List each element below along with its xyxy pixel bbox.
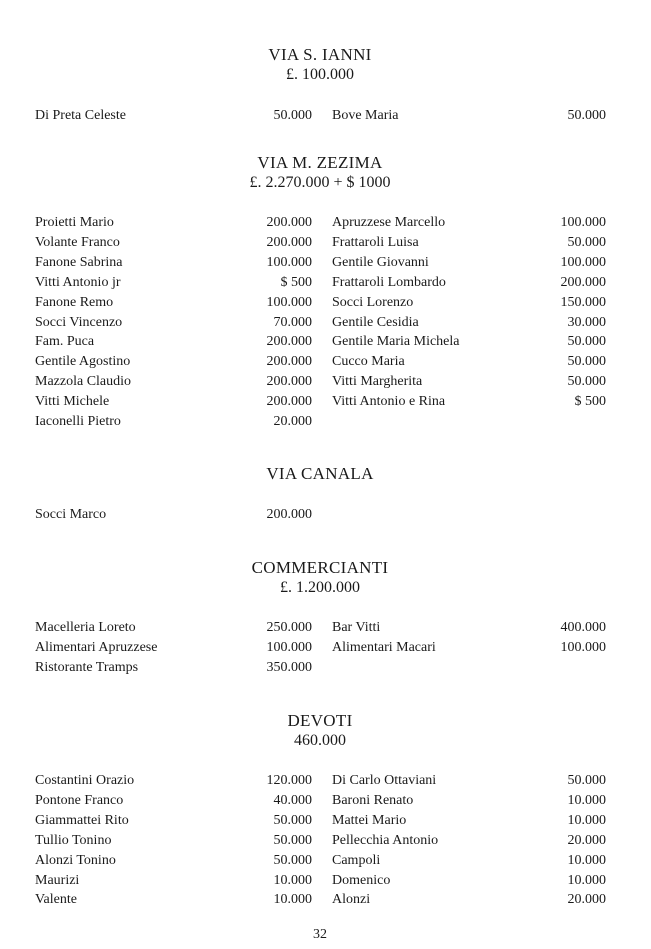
page-number: 32 <box>313 927 327 942</box>
donor-name: Gentile Giovanni <box>332 254 429 270</box>
donor-name: Di Carlo Ottaviani <box>332 773 437 788</box>
donor-name: Giammattei Rito <box>35 812 129 828</box>
donation-amount: 50.000 <box>567 374 606 390</box>
donation-amount: 120.000 <box>266 773 312 788</box>
donor-row <box>0 352 651 372</box>
donor-row <box>0 313 651 333</box>
donation-amount: 250.000 <box>266 620 312 635</box>
donor-row <box>0 871 651 891</box>
donor-name: Proietti Mario <box>35 215 114 230</box>
donor-name: Mattei Mario <box>332 812 407 828</box>
donation-amount: 10.000 <box>273 892 312 908</box>
donor-name: Baroni Renato <box>332 792 414 808</box>
donation-amount: 200.000 <box>266 394 312 410</box>
donor-name: Valente <box>35 892 77 908</box>
donor-row <box>0 372 651 392</box>
donation-amount: 50.000 <box>567 773 606 788</box>
donor-name: Pellecchia Antonio <box>332 832 439 848</box>
donor-name: Alimentari Apruzzese <box>35 639 158 655</box>
section-total: £. 2.270.000 + $ 1000 <box>249 174 391 191</box>
donation-amount: $ 500 <box>574 394 606 410</box>
donor-name: Iaconelli Pietro <box>35 414 121 429</box>
donor-row <box>0 791 651 811</box>
donation-amount: 50.000 <box>567 334 606 350</box>
donor-name: Vitti Antonio e Rina <box>332 394 446 410</box>
donation-amount: 40.000 <box>273 792 312 808</box>
donation-amount: 400.000 <box>560 620 606 635</box>
donor-row <box>0 811 651 831</box>
donation-amount: 200.000 <box>560 274 606 290</box>
donation-amount: 100.000 <box>266 294 312 310</box>
donor-name: Mazzola Claudio <box>35 374 132 390</box>
donation-amount: 100.000 <box>560 215 606 230</box>
donation-amount: 50.000 <box>273 832 312 848</box>
donor-name: Vitti Michele <box>35 394 110 410</box>
donor-name: Tullio Tonino <box>35 832 112 848</box>
donation-amount: 200.000 <box>266 354 312 370</box>
donor-row <box>0 253 651 273</box>
donor-name: Socci Vincenzo <box>35 314 123 330</box>
donation-amount: 10.000 <box>567 812 606 828</box>
section-title: VIA M. ZEZIMA <box>257 153 383 172</box>
section-title: COMMERCIANTI <box>251 558 389 577</box>
donor-name: Macelleria Loreto <box>35 620 136 635</box>
donor-row <box>0 392 651 412</box>
donor-row <box>0 771 651 791</box>
donation-amount: 20.000 <box>273 414 312 429</box>
donor-row <box>0 831 651 851</box>
donation-amount: 100.000 <box>560 639 606 655</box>
donor-row <box>0 618 651 638</box>
donor-name: Ristorante Tramps <box>35 659 139 675</box>
donation-amount: 70.000 <box>273 314 312 330</box>
donation-amount: 50.000 <box>567 354 606 370</box>
donation-amount: 50.000 <box>567 234 606 250</box>
donor-name: Fam. Puca <box>35 334 95 350</box>
donation-amount: 100.000 <box>560 254 606 270</box>
donation-amount: 150.000 <box>560 294 606 310</box>
donation-amount: 50.000 <box>567 108 606 123</box>
donor-row <box>0 412 651 432</box>
donor-row <box>0 106 651 126</box>
donor-name: Pontone Franco <box>35 792 124 808</box>
donor-name: Frattaroli Luisa <box>332 234 419 250</box>
donor-row <box>0 233 651 253</box>
donor-name: Fanone Sabrina <box>35 254 123 270</box>
donation-amount: 10.000 <box>567 872 606 888</box>
donor-name: Alonzi <box>332 892 371 908</box>
donation-amount: $ 500 <box>280 274 312 290</box>
donation-amount: 30.000 <box>567 314 606 330</box>
donor-row <box>0 658 651 678</box>
donor-name: Apruzzese Marcello <box>332 215 446 230</box>
donor-name: Domenico <box>332 872 391 888</box>
donor-name: Gentile Cesidia <box>332 314 419 330</box>
donor-name: Bar Vitti <box>332 620 381 635</box>
donor-row <box>0 638 651 658</box>
donor-name: Frattaroli Lombardo <box>332 274 446 290</box>
donation-amount: 200.000 <box>266 374 312 390</box>
donation-amount: 10.000 <box>567 852 606 868</box>
donor-name: Cucco Maria <box>332 354 405 370</box>
donor-row <box>0 890 651 910</box>
donor-name: Fanone Remo <box>35 294 114 310</box>
section-title: VIA S. IANNI <box>268 45 372 64</box>
donor-row <box>0 505 651 525</box>
donation-amount: 200.000 <box>266 234 312 250</box>
donor-name: Alimentari Macari <box>332 639 436 655</box>
donation-amount: 10.000 <box>567 792 606 808</box>
donation-amount: 200.000 <box>266 215 312 230</box>
donor-name: Vitti Antonio jr <box>35 274 121 290</box>
donor-name: Campoli <box>332 852 381 868</box>
donor-name: Vitti Margherita <box>332 374 423 390</box>
donation-amount: 20.000 <box>567 832 606 848</box>
donor-name: Costantini Orazio <box>35 773 135 788</box>
donation-amount: 100.000 <box>266 639 312 655</box>
donor-name: Bove Maria <box>332 108 399 123</box>
section-title: DEVOTI <box>287 711 353 730</box>
donation-amount: 10.000 <box>273 872 312 888</box>
donation-amount: 50.000 <box>273 852 312 868</box>
section-title: VIA CANALA <box>266 464 374 483</box>
section-total: £. 1.200.000 <box>280 579 360 596</box>
donor-name: Gentile Maria Michela <box>332 334 460 350</box>
donor-name: Volante Franco <box>35 234 120 250</box>
donation-amount: 20.000 <box>567 892 606 908</box>
donor-row <box>0 293 651 313</box>
donor-name: Socci Lorenzo <box>332 294 414 310</box>
donation-amount: 50.000 <box>273 812 312 828</box>
donation-amount: 200.000 <box>266 507 312 522</box>
donation-amount: 100.000 <box>266 254 312 270</box>
donor-name: Maurizi <box>35 872 80 888</box>
donation-amount: 350.000 <box>266 659 312 675</box>
donation-amount: 50.000 <box>273 108 312 123</box>
section-total: £. 100.000 <box>286 66 354 83</box>
donor-name: Di Preta Celeste <box>35 108 126 123</box>
donor-row <box>0 851 651 871</box>
donor-row <box>0 213 651 233</box>
donation-amount: 200.000 <box>266 334 312 350</box>
donor-row <box>0 332 651 352</box>
section-total: 460.000 <box>294 732 346 749</box>
donor-name: Alonzi Tonino <box>35 852 116 868</box>
donor-row <box>0 273 651 293</box>
donor-name: Socci Marco <box>35 507 107 522</box>
donor-name: Gentile Agostino <box>35 354 131 370</box>
